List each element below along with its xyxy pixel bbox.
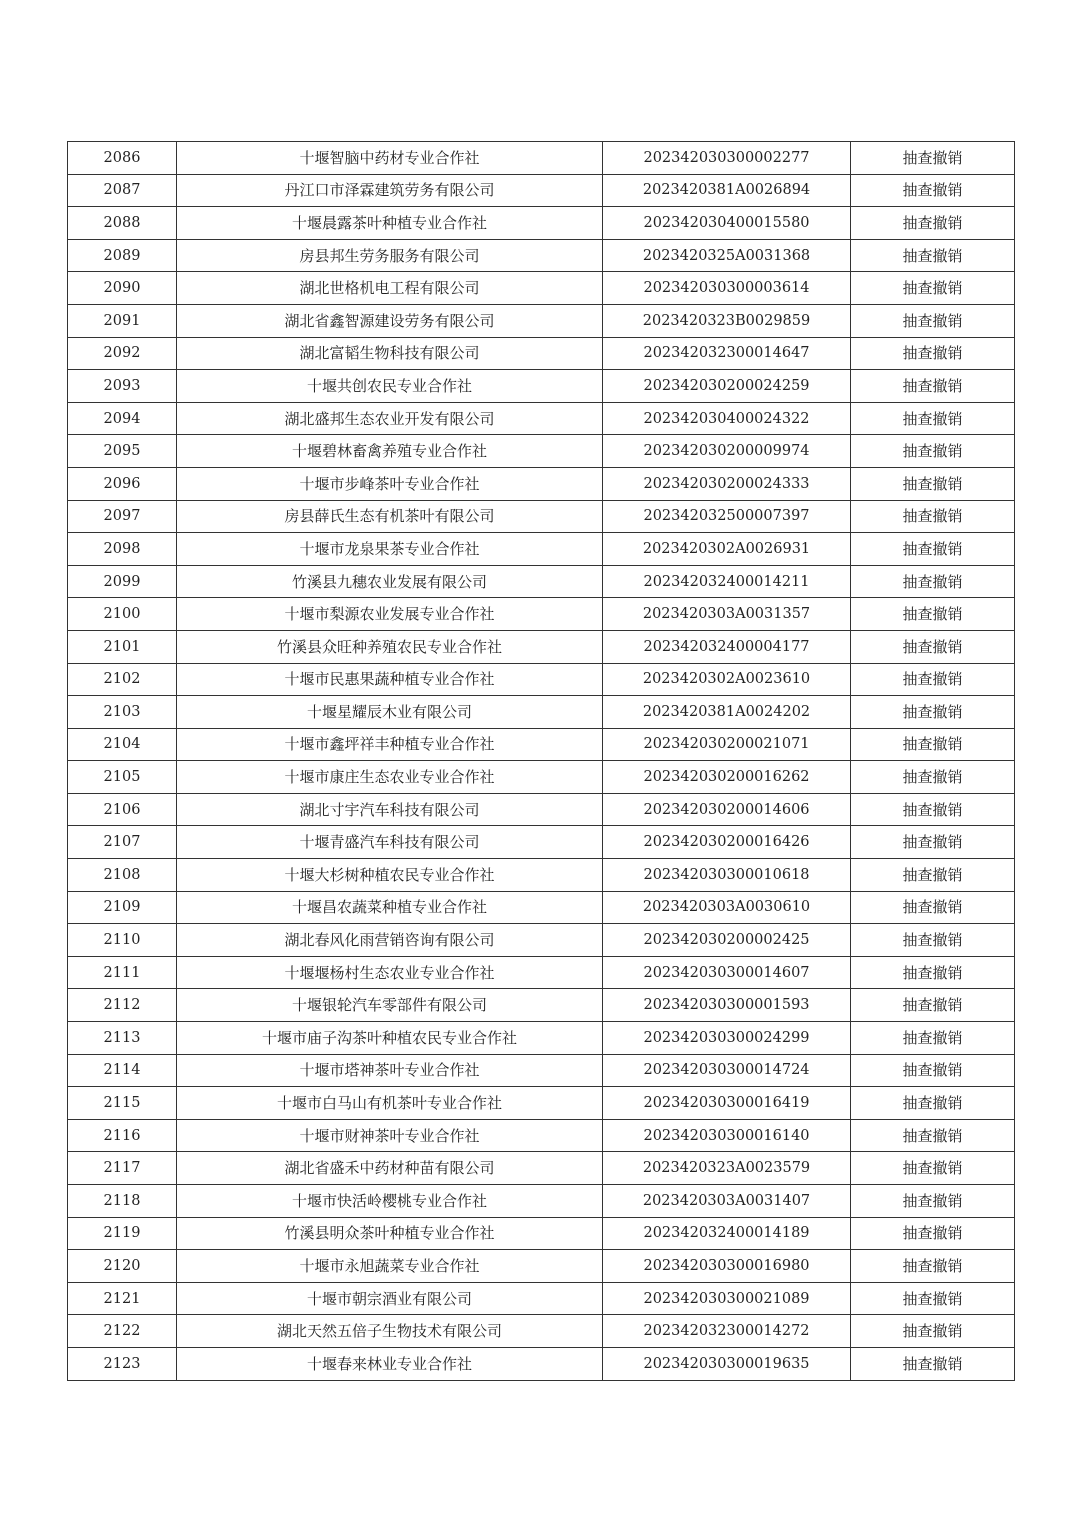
row-number-cell: 2111 — [68, 956, 177, 989]
company-name-cell: 十堰市财神茶叶专业合作社 — [177, 1119, 603, 1152]
company-name-cell: 十堰市白马山有机茶叶专业合作社 — [177, 1087, 603, 1120]
table-row — [68, 533, 1015, 566]
table-row — [68, 663, 1015, 696]
registration-code-cell: 202342030200024333 — [603, 467, 851, 500]
row-number-cell: 2115 — [68, 1087, 177, 1120]
status-cell: 抽查撤销 — [851, 435, 1015, 468]
row-number-cell: 2120 — [68, 1250, 177, 1283]
status-cell: 抽查撤销 — [851, 728, 1015, 761]
company-name-cell: 十堰市龙泉果茶专业合作社 — [177, 533, 603, 566]
registration-code-cell: 202342032500007397 — [603, 500, 851, 533]
table-row — [68, 435, 1015, 468]
row-number-cell: 2113 — [68, 1022, 177, 1055]
row-number-cell: 2109 — [68, 891, 177, 924]
company-name-cell: 湖北富韬生物科技有限公司 — [177, 337, 603, 370]
row-number-cell: 2095 — [68, 435, 177, 468]
table-row — [68, 761, 1015, 794]
table-row — [68, 1250, 1015, 1283]
registration-code-cell: 202342030300024299 — [603, 1022, 851, 1055]
company-name-cell: 十堰共创农民专业合作社 — [177, 370, 603, 403]
row-number-cell: 2096 — [68, 467, 177, 500]
table-row — [68, 467, 1015, 500]
status-cell: 抽查撤销 — [851, 1022, 1015, 1055]
registration-code-cell: 202342030200002425 — [603, 924, 851, 957]
registration-code-cell: 202342032400014211 — [603, 565, 851, 598]
company-name-cell: 十堰大杉树种植农民专业合作社 — [177, 859, 603, 892]
table-row — [68, 891, 1015, 924]
registration-code-cell: 202342030300014607 — [603, 956, 851, 989]
company-name-cell: 十堰晨露茶叶种植专业合作社 — [177, 207, 603, 240]
company-name-cell: 湖北省盛禾中药材种苗有限公司 — [177, 1152, 603, 1185]
row-number-cell: 2099 — [68, 565, 177, 598]
status-cell: 抽查撤销 — [851, 337, 1015, 370]
registration-code-cell: 2023420381A0024202 — [603, 696, 851, 729]
registration-code-cell: 202342032400014189 — [603, 1217, 851, 1250]
table-row — [68, 956, 1015, 989]
row-number-cell: 2108 — [68, 859, 177, 892]
row-number-cell: 2086 — [68, 142, 177, 175]
status-cell: 抽查撤销 — [851, 1119, 1015, 1152]
registration-code-cell: 2023420302A0026931 — [603, 533, 851, 566]
registration-code-cell: 2023420381A0026894 — [603, 174, 851, 207]
status-cell: 抽查撤销 — [851, 272, 1015, 305]
row-number-cell: 2097 — [68, 500, 177, 533]
table-row — [68, 1282, 1015, 1315]
row-number-cell: 2090 — [68, 272, 177, 305]
row-number-cell: 2091 — [68, 304, 177, 337]
status-cell: 抽查撤销 — [851, 859, 1015, 892]
row-number-cell: 2102 — [68, 663, 177, 696]
company-name-cell: 竹溪县九穗农业发展有限公司 — [177, 565, 603, 598]
registration-code-cell: 2023420323A0023579 — [603, 1152, 851, 1185]
record-table-body — [68, 142, 1015, 1381]
company-name-cell: 十堰智脑中药材专业合作社 — [177, 142, 603, 175]
status-cell: 抽查撤销 — [851, 402, 1015, 435]
company-name-cell: 十堰市鑫坪祥丰种植专业合作社 — [177, 728, 603, 761]
registration-code-cell: 2023420303A0030610 — [603, 891, 851, 924]
status-cell: 抽查撤销 — [851, 924, 1015, 957]
registration-code-cell: 2023420323B0029859 — [603, 304, 851, 337]
row-number-cell: 2117 — [68, 1152, 177, 1185]
table-row — [68, 826, 1015, 859]
status-cell: 抽查撤销 — [851, 174, 1015, 207]
status-cell: 抽查撤销 — [851, 207, 1015, 240]
row-number-cell: 2103 — [68, 696, 177, 729]
status-cell: 抽查撤销 — [851, 500, 1015, 533]
registration-code-cell: 202342030200016262 — [603, 761, 851, 794]
table-row — [68, 630, 1015, 663]
row-number-cell: 2119 — [68, 1217, 177, 1250]
row-number-cell: 2098 — [68, 533, 177, 566]
status-cell: 抽查撤销 — [851, 304, 1015, 337]
status-cell: 抽查撤销 — [851, 467, 1015, 500]
record-table — [67, 141, 1015, 1381]
table-row — [68, 989, 1015, 1022]
registration-code-cell: 2023420303A0031407 — [603, 1185, 851, 1218]
row-number-cell: 2104 — [68, 728, 177, 761]
table-row — [68, 598, 1015, 631]
company-name-cell: 十堰碧林畜禽养殖专业合作社 — [177, 435, 603, 468]
company-name-cell: 房县邦生劳务服务有限公司 — [177, 239, 603, 272]
row-number-cell: 2116 — [68, 1119, 177, 1152]
registration-code-cell: 202342030400024322 — [603, 402, 851, 435]
company-name-cell: 十堰市梨源农业发展专业合作社 — [177, 598, 603, 631]
table-row — [68, 304, 1015, 337]
registration-code-cell: 202342030200021071 — [603, 728, 851, 761]
registration-code-cell: 202342030300019635 — [603, 1347, 851, 1380]
company-name-cell: 湖北春风化雨营销咨询有限公司 — [177, 924, 603, 957]
table-row — [68, 272, 1015, 305]
registration-code-cell: 202342030300010618 — [603, 859, 851, 892]
company-name-cell: 竹溪县明众茶叶种植专业合作社 — [177, 1217, 603, 1250]
company-name-cell: 十堰银轮汽车零部件有限公司 — [177, 989, 603, 1022]
registration-code-cell: 202342032300014272 — [603, 1315, 851, 1348]
status-cell: 抽查撤销 — [851, 1347, 1015, 1380]
row-number-cell: 2106 — [68, 793, 177, 826]
company-name-cell: 十堰昌农蔬菜种植专业合作社 — [177, 891, 603, 924]
table-row — [68, 142, 1015, 175]
table-row — [68, 1054, 1015, 1087]
table-row — [68, 1315, 1015, 1348]
row-number-cell: 2123 — [68, 1347, 177, 1380]
table-row — [68, 239, 1015, 272]
company-name-cell: 十堰星耀辰木业有限公司 — [177, 696, 603, 729]
status-cell: 抽查撤销 — [851, 1152, 1015, 1185]
row-number-cell: 2087 — [68, 174, 177, 207]
company-name-cell: 十堰堰杨村生态农业专业合作社 — [177, 956, 603, 989]
company-name-cell: 十堰春来林业专业合作社 — [177, 1347, 603, 1380]
registration-code-cell: 202342030300003614 — [603, 272, 851, 305]
registration-code-cell: 202342030300014724 — [603, 1054, 851, 1087]
company-name-cell: 湖北盛邦生态农业开发有限公司 — [177, 402, 603, 435]
status-cell: 抽查撤销 — [851, 239, 1015, 272]
table-row — [68, 1152, 1015, 1185]
company-name-cell: 湖北寸宇汽车科技有限公司 — [177, 793, 603, 826]
status-cell: 抽查撤销 — [851, 1250, 1015, 1283]
registration-code-cell: 202342032400004177 — [603, 630, 851, 663]
row-number-cell: 2107 — [68, 826, 177, 859]
table-row — [68, 1022, 1015, 1055]
registration-code-cell: 202342030300001593 — [603, 989, 851, 1022]
row-number-cell: 2114 — [68, 1054, 177, 1087]
company-name-cell: 十堰市康庄生态农业专业合作社 — [177, 761, 603, 794]
company-name-cell: 十堰市步峰茶叶专业合作社 — [177, 467, 603, 500]
registration-code-cell: 202342032300014647 — [603, 337, 851, 370]
status-cell: 抽查撤销 — [851, 630, 1015, 663]
table-row — [68, 402, 1015, 435]
table-row — [68, 696, 1015, 729]
status-cell: 抽查撤销 — [851, 761, 1015, 794]
table-row — [68, 207, 1015, 240]
status-cell: 抽查撤销 — [851, 989, 1015, 1022]
table-row — [68, 565, 1015, 598]
company-name-cell: 湖北天然五倍子生物技术有限公司 — [177, 1315, 603, 1348]
status-cell: 抽查撤销 — [851, 956, 1015, 989]
table-row — [68, 1087, 1015, 1120]
registration-code-cell: 2023420302A0023610 — [603, 663, 851, 696]
table-row — [68, 728, 1015, 761]
table-row — [68, 924, 1015, 957]
table-row — [68, 1185, 1015, 1218]
company-name-cell: 竹溪县众旺种养殖农民专业合作社 — [177, 630, 603, 663]
row-number-cell: 2092 — [68, 337, 177, 370]
registration-code-cell: 202342030400015580 — [603, 207, 851, 240]
row-number-cell: 2088 — [68, 207, 177, 240]
registration-code-cell: 202342030200024259 — [603, 370, 851, 403]
company-name-cell: 十堰市塔神茶叶专业合作社 — [177, 1054, 603, 1087]
registration-code-cell: 202342030200009974 — [603, 435, 851, 468]
row-number-cell: 2101 — [68, 630, 177, 663]
registration-code-cell: 202342030300002277 — [603, 142, 851, 175]
row-number-cell: 2094 — [68, 402, 177, 435]
status-cell: 抽查撤销 — [851, 1087, 1015, 1120]
row-number-cell: 2122 — [68, 1315, 177, 1348]
row-number-cell: 2121 — [68, 1282, 177, 1315]
table-row — [68, 500, 1015, 533]
registration-code-cell: 2023420303A0031357 — [603, 598, 851, 631]
registration-code-cell: 2023420325A0031368 — [603, 239, 851, 272]
company-name-cell: 十堰市快活岭樱桃专业合作社 — [177, 1185, 603, 1218]
status-cell: 抽查撤销 — [851, 370, 1015, 403]
status-cell: 抽查撤销 — [851, 598, 1015, 631]
status-cell: 抽查撤销 — [851, 663, 1015, 696]
status-cell: 抽查撤销 — [851, 1315, 1015, 1348]
registration-code-cell: 202342030300016419 — [603, 1087, 851, 1120]
status-cell: 抽查撤销 — [851, 793, 1015, 826]
table-row — [68, 1347, 1015, 1380]
status-cell: 抽查撤销 — [851, 826, 1015, 859]
status-cell: 抽查撤销 — [851, 696, 1015, 729]
company-name-cell: 房县薛氏生态有机茶叶有限公司 — [177, 500, 603, 533]
row-number-cell: 2110 — [68, 924, 177, 957]
registration-code-cell: 202342030200014606 — [603, 793, 851, 826]
company-name-cell: 十堰市民惠果蔬种植专业合作社 — [177, 663, 603, 696]
table-row — [68, 337, 1015, 370]
status-cell: 抽查撤销 — [851, 1054, 1015, 1087]
row-number-cell: 2100 — [68, 598, 177, 631]
row-number-cell: 2093 — [68, 370, 177, 403]
status-cell: 抽查撤销 — [851, 1282, 1015, 1315]
company-name-cell: 十堰市永旭蔬菜专业合作社 — [177, 1250, 603, 1283]
table-row — [68, 859, 1015, 892]
registration-code-cell: 202342030300016980 — [603, 1250, 851, 1283]
company-name-cell: 湖北世格机电工程有限公司 — [177, 272, 603, 305]
status-cell: 抽查撤销 — [851, 565, 1015, 598]
table-row — [68, 793, 1015, 826]
row-number-cell: 2118 — [68, 1185, 177, 1218]
status-cell: 抽查撤销 — [851, 891, 1015, 924]
table-row — [68, 174, 1015, 207]
company-name-cell: 丹江口市泽霖建筑劳务有限公司 — [177, 174, 603, 207]
company-name-cell: 十堰市朝宗酒业有限公司 — [177, 1282, 603, 1315]
registration-code-cell: 202342030300016140 — [603, 1119, 851, 1152]
row-number-cell: 2112 — [68, 989, 177, 1022]
row-number-cell: 2089 — [68, 239, 177, 272]
table-row — [68, 1119, 1015, 1152]
table-row — [68, 370, 1015, 403]
table-row — [68, 1217, 1015, 1250]
company-name-cell: 十堰青盛汽车科技有限公司 — [177, 826, 603, 859]
status-cell: 抽查撤销 — [851, 1217, 1015, 1250]
row-number-cell: 2105 — [68, 761, 177, 794]
registration-code-cell: 202342030300021089 — [603, 1282, 851, 1315]
company-name-cell: 十堰市庙子沟茶叶种植农民专业合作社 — [177, 1022, 603, 1055]
company-name-cell: 湖北省鑫智源建设劳务有限公司 — [177, 304, 603, 337]
status-cell: 抽查撤销 — [851, 1185, 1015, 1218]
registration-code-cell: 202342030200016426 — [603, 826, 851, 859]
status-cell: 抽查撤销 — [851, 533, 1015, 566]
status-cell: 抽查撤销 — [851, 142, 1015, 175]
